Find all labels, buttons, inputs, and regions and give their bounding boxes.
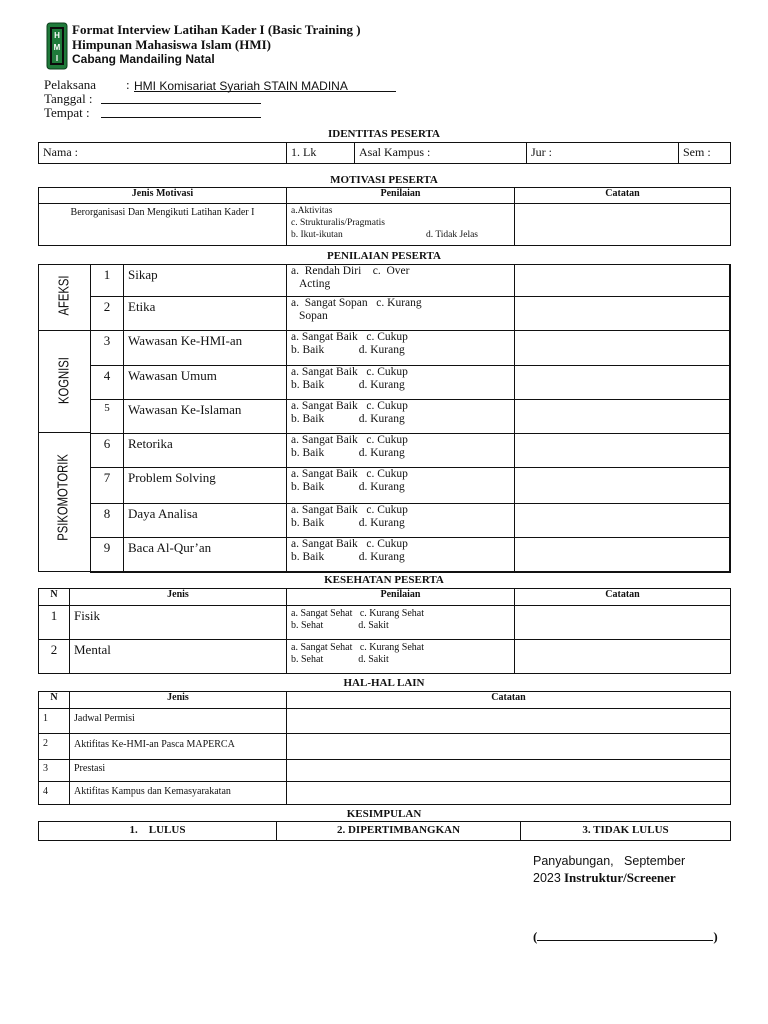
kesehatan-title: KESEHATAN PESERTA [324, 574, 444, 586]
hal-lain-title: HAL-HAL LAIN [343, 677, 425, 689]
row-number: 4 [91, 366, 124, 400]
aspect-wawasan-umum: Wawasan Umum [124, 366, 287, 400]
catatan-cell[interactable] [515, 504, 731, 538]
catatan-cell[interactable] [515, 265, 731, 297]
penilaian-options[interactable]: a. Rendah Diri c. Over Acting [287, 265, 515, 297]
kesehatan-header-n: N [39, 589, 70, 606]
lk-cell[interactable]: 1. Lk [287, 143, 355, 164]
hal-lain-jenis: Aktifitas Ke-HMI-an Pasca MAPERCA [70, 734, 287, 760]
aspect-retorika: Retorika [124, 434, 287, 468]
motivasi-title: MOTIVASI PESERTA [330, 174, 438, 186]
nama-cell[interactable]: Nama : [39, 143, 287, 164]
pelaksana-value: HMI Komisariat Syariah STAIN MADINA [134, 77, 396, 92]
hal-lain-table [38, 691, 731, 805]
group-label-afeksi: AFEKSI [55, 275, 73, 316]
hmi-logo [46, 22, 68, 70]
table-row [39, 606, 731, 640]
group-label-psikomotorik: PSIKOMOTORIK [54, 454, 72, 541]
kesehatan-table [38, 588, 731, 674]
aspect-baca-alquran: Baca Al-Qur’an [124, 538, 287, 573]
catatan-cell[interactable] [287, 782, 731, 805]
table-row [91, 504, 731, 538]
tanggal-field[interactable] [101, 91, 261, 104]
signature-role-line [533, 870, 676, 886]
option-dipertimbangkan[interactable]: 2. DIPERTIMBANGKAN [277, 822, 521, 841]
motivasi-header-catatan: Catatan [515, 188, 731, 204]
asal-kampus-cell[interactable]: Asal Kampus : [355, 143, 527, 164]
row-number: 1 [91, 265, 124, 297]
row-number: 6 [91, 434, 124, 468]
row-number: 1 [39, 709, 70, 734]
row-number: 4 [39, 782, 70, 805]
penilaian-options[interactable]: a. Sangat Sopan c. Kurang Sopan [287, 297, 515, 331]
hal-lain-jenis: Aktifitas Kampus dan Kemasyarakatan [70, 782, 287, 805]
semester-cell[interactable]: Sem : [679, 143, 731, 164]
catatan-cell[interactable] [515, 434, 731, 468]
tempat-label: Tempat : [44, 105, 90, 120]
kesehatan-header-penilaian: Penilaian [287, 589, 515, 606]
penilaian-options[interactable]: a. Sangat Baik c. Cukup b. Baik d. Kurang [287, 366, 515, 400]
motivasi-catatan[interactable] [515, 204, 731, 246]
penilaian-options[interactable]: a. Sangat Baik c. Cukup b. Baik d. Kurang [287, 468, 515, 504]
jurusan-cell[interactable]: Jur : [527, 143, 679, 164]
table-row [39, 640, 731, 674]
branch-name: Cabang Mandailing Natal [72, 52, 215, 66]
option-lulus[interactable]: 1. LULUS [39, 822, 277, 841]
penilaian-options[interactable]: a. Sangat Baik c. Cukup b. Baik d. Kurang [287, 538, 515, 573]
pelaksana-label: Pelaksana [44, 77, 96, 92]
table-row [91, 297, 731, 331]
aspect-sikap: Sikap [124, 265, 287, 297]
doc-title: Format Interview Latihan Kader I (Basic Training ) [72, 22, 361, 37]
row-number: 1 [39, 606, 70, 640]
place-date: Panyabungan, September [533, 854, 686, 868]
penilaian-options[interactable]: a. Sangat Baik c. Cukup b. Baik d. Kurang [287, 434, 515, 468]
row-number: 2 [39, 640, 70, 674]
table-row [39, 782, 731, 805]
table-row [39, 760, 731, 782]
penilaian-options[interactable]: a. Sangat Baik c. Cukup b. Baik d. Kurang [287, 400, 515, 434]
penilaian-title: PENILAIAN PESERTA [326, 250, 441, 262]
row-number: 7 [91, 468, 124, 504]
row-number: 5 [91, 400, 124, 434]
signature-year: 2023 [533, 871, 561, 885]
org-name: Himpunan Mahasiswa Islam (HMI) [72, 37, 271, 52]
catatan-cell[interactable] [287, 734, 731, 760]
group-label-kognisi: KOGNISI [55, 357, 73, 404]
table-row [91, 331, 731, 366]
penilaian-table [90, 264, 731, 573]
catatan-cell[interactable] [515, 538, 731, 573]
tempat-field[interactable] [101, 105, 261, 118]
aspect-wawasan-islaman: Wawasan Ke-Islaman [124, 400, 287, 434]
signature-role: Instruktur/Screener [563, 870, 676, 885]
svg-text:I: I [55, 54, 59, 63]
motivasi-jenis: Berorganisasi Dan Mengikuti Latihan Kader I [39, 204, 287, 246]
catatan-cell[interactable] [287, 760, 731, 782]
table-row [91, 468, 731, 504]
catatan-cell[interactable] [515, 400, 731, 434]
row-number: 2 [39, 734, 70, 760]
row-number: 2 [91, 297, 124, 331]
kesimpulan-table [38, 821, 731, 841]
table-row [39, 734, 731, 760]
row-number: 3 [91, 331, 124, 366]
penilaian-options[interactable]: a. Sangat Sehat c. Kurang Sehat b. Sehat d. Sakit [287, 606, 515, 640]
option-tidak-lulus[interactable]: 3. TIDAK LULUS [521, 822, 731, 841]
catatan-cell[interactable] [515, 606, 731, 640]
aspect-daya-analisa: Daya Analisa [124, 504, 287, 538]
tanggal-label: Tanggal : [44, 91, 93, 106]
table-row [91, 265, 731, 297]
svg-text:H: H [54, 31, 60, 40]
hal-lain-jenis: Prestasi [70, 760, 287, 782]
aspect-etika: Etika [124, 297, 287, 331]
pelaksana-colon: : [126, 77, 130, 92]
hal-lain-header-catatan: Catatan [287, 692, 731, 709]
table-row [91, 538, 731, 573]
kesehatan-mental: Mental [70, 640, 287, 674]
motivasi-penilaian[interactable]: a.Aktivitas c. Strukturalis/Pragmatis b. Ikut-ikutan d. Tidak Jelas [287, 204, 515, 246]
hal-lain-header-n: N [39, 692, 70, 709]
row-number: 3 [39, 760, 70, 782]
identitas-table [38, 142, 731, 164]
kesehatan-header-catatan: Catatan [515, 589, 731, 606]
signature-line[interactable]: ( ) [533, 929, 718, 944]
table-row [91, 400, 731, 434]
table-row [91, 434, 731, 468]
aspect-wawasan-hmi: Wawasan Ke-HMI-an [124, 331, 287, 366]
kesimpulan-title: KESIMPULAN [346, 808, 422, 820]
motivasi-header-penilaian: Penilaian [287, 188, 515, 204]
motivasi-table [38, 187, 731, 246]
kesehatan-header-jenis: Jenis [70, 589, 287, 606]
hal-lain-header-jenis: Jenis [70, 692, 287, 709]
row-number: 9 [91, 538, 124, 573]
catatan-cell[interactable] [515, 331, 731, 366]
motivasi-header-jenis: Jenis Motivasi [39, 188, 287, 204]
kesehatan-fisik: Fisik [70, 606, 287, 640]
penilaian-options[interactable]: a. Sangat Sehat c. Kurang Sehat b. Sehat d. Sakit [287, 640, 515, 674]
catatan-cell[interactable] [287, 709, 731, 734]
identitas-title: IDENTITAS PESERTA [328, 128, 440, 140]
aspect-problem-solving: Problem Solving [124, 468, 287, 504]
row-number: 8 [91, 504, 124, 538]
catatan-cell[interactable] [515, 297, 731, 331]
catatan-cell[interactable] [515, 640, 731, 674]
catatan-cell[interactable] [515, 468, 731, 504]
table-row [91, 366, 731, 400]
penilaian-options[interactable]: a. Sangat Baik c. Cukup b. Baik d. Kurang [287, 504, 515, 538]
penilaian-options[interactable]: a. Sangat Baik c. Cukup b. Baik d. Kurang [287, 331, 515, 366]
hal-lain-jenis: Jadwal Permisi [70, 709, 287, 734]
svg-text:M: M [53, 43, 61, 52]
catatan-cell[interactable] [515, 366, 731, 400]
table-row [39, 709, 731, 734]
